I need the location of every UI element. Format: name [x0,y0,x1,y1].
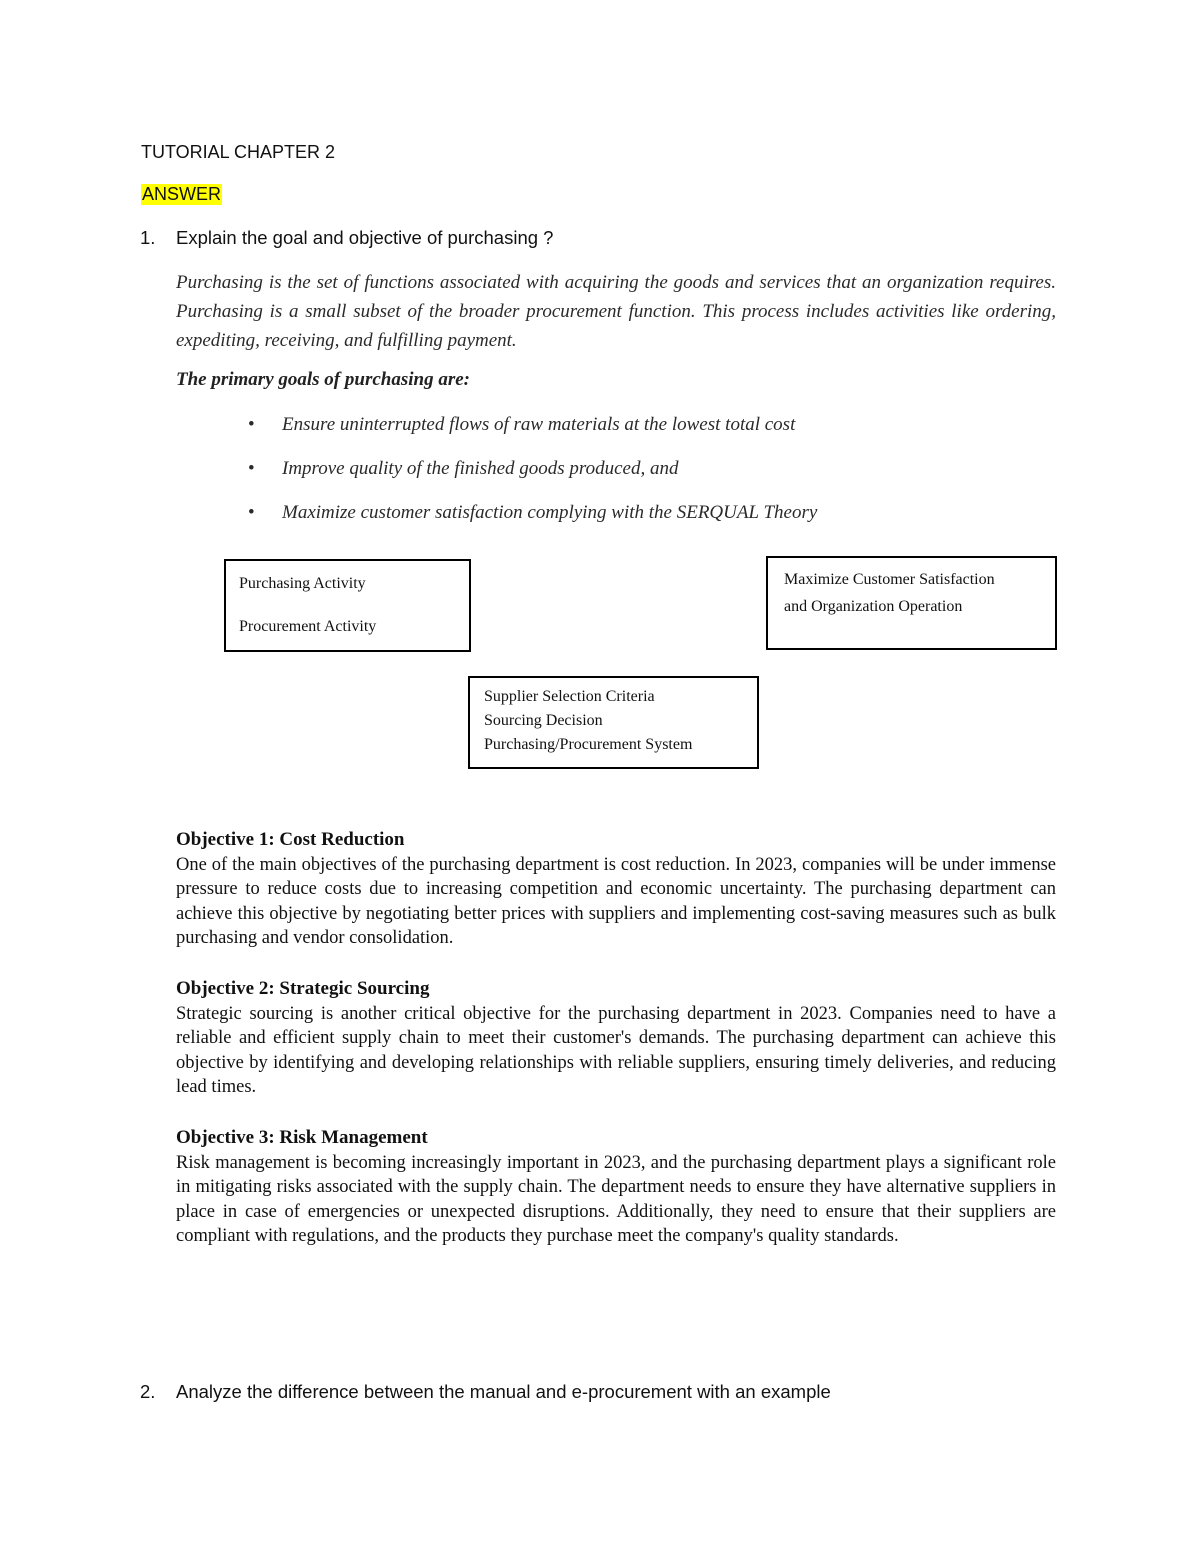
goal-item-text: Ensure uninterrupted flows of raw materials at the lowest total cost [282,414,796,435]
diagram-box-line: Sourcing Decision [484,712,603,729]
goal-item [248,502,818,524]
goal-item-text: Maximize customer satisfaction complying with the SERQUAL Theory [282,502,818,523]
objective-body: Strategic sourcing is another critical objective for the purchasing department in 2023. Companies need to have a reliable and efficient supply chain to meet their customer's demands. The purchasing department can achieve this objective by identifying and developing relationships with reliable suppliers, ensuring timely deliveries, and reducing lead times. [176,1003,1056,1097]
goal-item [248,414,796,436]
goal-item [248,458,679,480]
objective-title: Objective 1: Cost Reduction [176,829,405,850]
diagram-box-line: Purchasing/Procurement System [484,736,693,753]
goals-heading: The primary goals of purchasing are: [176,369,470,390]
diagram-box-outcome [766,556,1057,650]
diagram-box-line: Maximize Customer Satisfaction [784,571,995,588]
question-1-number: 1. [140,227,156,248]
diagram-box-line: and Organization Operation [784,598,963,615]
objective-body: One of the main objectives of the purchasing department is cost reduction. In 2023, companies will be under immense pressure to reduce costs due to increasing competition and economic uncertainty. The purchasing department can achieve this objective by negotiating better prices with suppliers and implementing cost-saving measures such as bulk purchasing and vendor consolidation. [176,854,1056,948]
question-2-text: Analyze the difference between the manual and e-procurement with an example [176,1381,831,1402]
objective-body: Risk management is becoming increasingly important in 2023, and the purchasing department plays a significant role in mitigating risks associated with the supply chain. The department needs to ensure they have alternative suppliers in place in case of emergencies or unexpected disruptions. Additionally, they need to ensure that their suppliers are compliant with regulations, and the products they purchase meet the company's quality standards. [176,1152,1056,1246]
objective-section [176,828,1056,951]
diagram-box-line: Supplier Selection Criteria [484,688,655,705]
objective-title: Objective 2: Strategic Sourcing [176,978,430,999]
bullet-icon: • [248,458,255,479]
diagram-box-line: Procurement Activity [239,618,377,635]
question-2 [140,1381,831,1403]
question-2-number: 2. [140,1381,156,1402]
document-title: TUTORIAL CHAPTER 2 [141,142,336,162]
purchasing-definition-paragraph: Purchasing is the set of functions associated with acquiring the goods and services that an organization requires. Purchasing is a small subset of the broader procurement function. This process includes activities like ordering, expediting, receiving, and fulfilling payment. [176,272,1056,351]
objective-section [176,977,1056,1100]
bullet-icon: • [248,414,255,435]
question-1-text: Explain the goal and objective of purchasing ? [176,227,554,248]
objective-title: Objective 3: Risk Management [176,1127,428,1148]
diagram-box-line: Purchasing Activity [239,575,366,592]
diagram-box-process [468,676,759,769]
question-1 [140,227,554,249]
objective-section [176,1126,1056,1249]
answer-highlight-label: ANSWER [142,184,222,204]
bullet-icon: • [248,502,255,523]
goal-item-text: Improve quality of the finished goods produced, and [282,458,679,479]
diagram-box-activities [224,559,471,652]
